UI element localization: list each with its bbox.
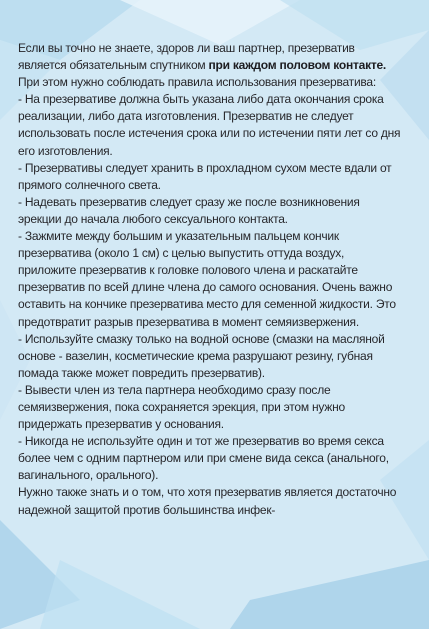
rule-put-on: - Надевать презерватив следует сразу же после возникновения эрекции до начала любого сексуального контакта.	[18, 194, 360, 226]
intro-text-after: При этом нужно соблюдать правила использования презерватива:	[18, 75, 376, 90]
intro-paragraph	[18, 40, 404, 91]
rule-single-use: - Никогда не используйте один и тот же презерватив во время секса более чем с одним партнером или при смене вида секса (анального, вагинального, орального).	[18, 434, 389, 483]
intro-bold-text: при каждом половом контакте.	[208, 58, 387, 73]
document-page	[0, 40, 429, 629]
rule-expiry: - На презервативе должна быть указана либо дата окончания срока реализации, либо дата изготовления. Презерватив не следует использовать после истечения срока или по истечении пяти лет со дня его изготовления.	[18, 92, 401, 158]
rule-application: - Зажмите между большим и указательным пальцем кончик презерватива (около 1 см) с целью выпустить оттуда воздух, приложите презерватив к головке полового члена и раскатайте презерватив по всей длине члена до самого основания. Очень важно оставить на кончике презерватива место для семенной жидкости. Это предотвратит разрыв презерватива в момент семяизвержения.	[18, 229, 396, 329]
rule-lubricant: - Используйте смазку только на водной основе (смазки на масляной основе - вазелин, косметические крема разрушают резину, губная помада также может повредить презерватив).	[18, 331, 385, 380]
closing-paragraph: Нужно также знать и о том, что хотя презерватив является достаточно надежной защитой против большинства инфек-	[18, 485, 397, 517]
rule-storage: - Презервативы следует хранить в прохладном сухом месте вдали от прямого солнечного света.	[18, 160, 392, 192]
article-body	[18, 40, 404, 519]
rule-withdraw: - Вывести член из тела партнера необходимо сразу после семяизвержения, пока сохраняется эрекция, при этом нужно придержать презерватив у основания.	[18, 382, 345, 432]
intro-text: Если вы точно не знаете, здоров ли ваш партнер, презерватив является обязательным спутником	[18, 41, 355, 73]
